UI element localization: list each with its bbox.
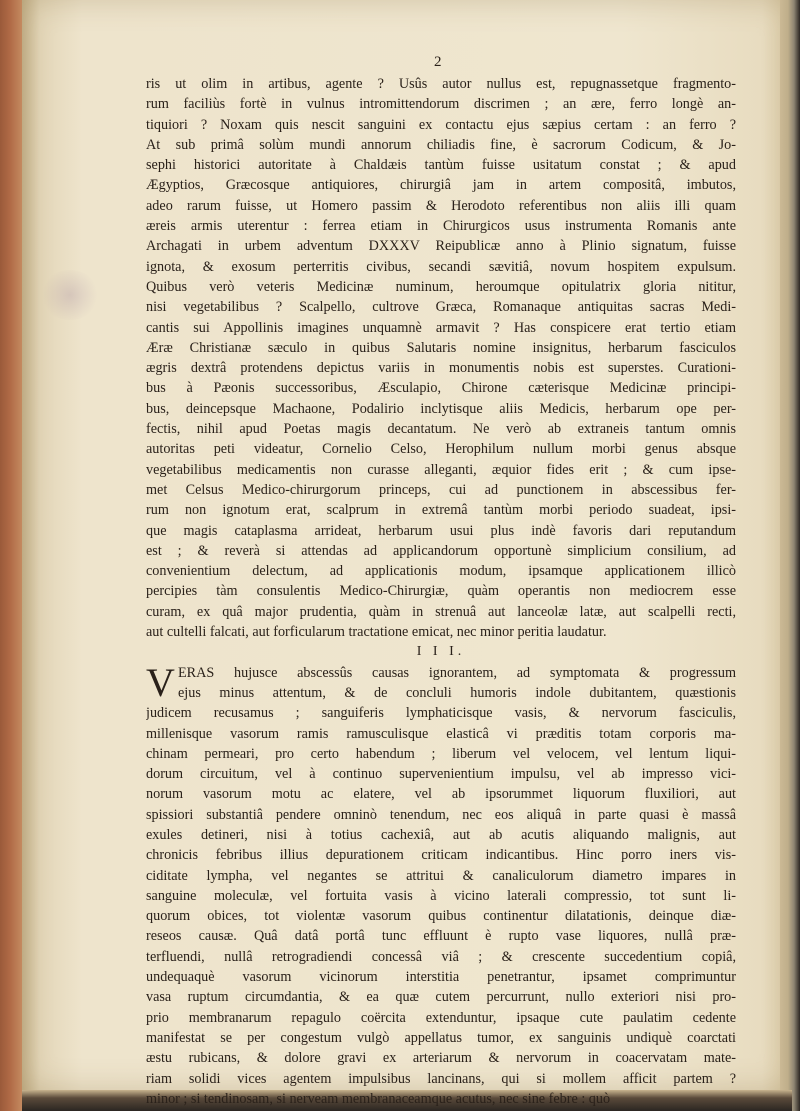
text-line: curam, ex quâ major prudentia, quàm in strenuâ aut lanceolæ latæ, aut scalpelli recti, xyxy=(146,603,736,620)
page-number: 2 xyxy=(434,54,442,70)
text-line: aut cultelli falcati, aut forficularum tractatione emicat, nec minor peritia laudatur. xyxy=(146,624,607,641)
text-line: sephi historici autoritate à Chaldæis tantùm fuisse usitatum constat ; & apud xyxy=(146,157,736,174)
drop-cap: V xyxy=(146,659,175,705)
book-spine-edge xyxy=(0,0,22,1111)
paper-stain xyxy=(40,270,100,320)
text-line: riam solidi vices agentem impulsibus lancinans, qui si mollem afficit partem ? xyxy=(146,1070,736,1087)
text-line: æstu rubicans, & dolore gravi ex arteriarum & nervorum in coacervatam mate- xyxy=(146,1050,736,1067)
text-line: convenientium delectum, ad applicationis modum, ipsamque applicationem illicò xyxy=(146,563,736,580)
text-line: fectis, nihil apud Poetas magis decantatum. Ne verò ab extraneis tantum omnis xyxy=(146,421,736,438)
section-paragraph xyxy=(146,659,736,1110)
text-line: millenisque vasorum ramis ramusculisque elasticâ vi præditis totam corporis ma- xyxy=(146,725,736,742)
text-line: norum vasorum motu ac elatere, vel ab ipsorummet liquorum fluxiliori, aut xyxy=(146,786,736,803)
text-line: Quibus verò veteris Medicinæ numinum, heroumque opitulatrix gloria nititur, xyxy=(146,278,736,295)
text-line: manifestat se per congestum vulgò appellatus tumor, ex sanguinis undiquè coarctati xyxy=(146,1029,736,1046)
text-line: Æræ Christianæ sæculo in quibus Salutaris nomine insignitus, herbarum fasciculos xyxy=(146,339,736,356)
text-line: que magis cataplasma arrideat, herbarum usui plus indè favoris dari reputandum xyxy=(146,522,736,539)
text-line: bus, deincepsque Machaone, Podalirio inclytisque aliis Medicis, herbarum ope per- xyxy=(146,400,736,417)
text-line: ERAS hujusce abscessûs causas ignorantem, ad symptomata & progressum xyxy=(178,664,736,681)
text-line: nisi vegetabilibus ? Scalpello, cultrove Græca, Romanaque antiquitas sacras Medi- xyxy=(146,299,736,316)
text-line: sanguine moleculæ, vel fortuita vasis à vicino laterali compressio, tot sunt li- xyxy=(146,887,736,904)
text-line: bus à Pæonis successoribus, Æsculapio, Chirone cæterisque Medicinæ principi- xyxy=(146,380,736,397)
text-line: undequaquè vasorum vicinorum interstitia penetrantur, ipsamet comprimuntur xyxy=(146,969,736,986)
text-line: chronicis febribus illius depurationem criticam indicantibus. Hinc porro iners vis- xyxy=(146,847,736,864)
text-line: adeo rarum fuisse, ut Homero passim & Herodoto referentibus non aliis illi quam xyxy=(146,197,736,214)
text-line: tiquiori ? Noxam quis nescit sanguini ex contactu ejus sæpius certam : an ferro ? xyxy=(146,116,736,133)
text-line: ejus minus attentum, & de concluli humoris indole dubitantem, quæstionis xyxy=(178,684,736,701)
text-line: chinam permeari, pro certo habendum ; liberum vel velocem, vel lentum liqui- xyxy=(146,745,736,762)
text-line: judicem recusamus ; sanguiferis lymphaticisque vasis, & nervorum fasciculis, xyxy=(146,705,736,722)
text-line: percipies tàm consulentis Medico-Chirurgiæ, quàm operantis non mediocrem esse xyxy=(146,583,736,600)
text-line: minor ; si tendinosam, si nerveam membranaceamque acutus, nec sine febre : quò xyxy=(146,1090,611,1107)
section-heading: I I I. xyxy=(416,644,466,660)
text-line: rum non ignotum erat, scalprum in extremâ tantùm morbi periodo suadeat, ipsi- xyxy=(146,502,736,519)
paragraph-continued xyxy=(146,74,736,642)
text-line: est ; & reverà si attendas ad applicandorum opportunè simplicium consilium, ad xyxy=(146,542,736,559)
text-line: vegetabilibus medicamentis non curasse alleganti, æquior fides erit ; & cum ipse- xyxy=(146,461,736,478)
body-text xyxy=(146,74,736,1109)
text-line: ignota, & exosum perterritis civibus, secandi sævitiâ, novum hospitem expulsum. xyxy=(146,258,736,275)
text-line: quorum obices, tot violentæ vasorum quibus continentur dilatationis, deinque diæ- xyxy=(146,908,736,925)
text-line: Archagati in urbem adventum DXXXV Reipublicæ anno à Plinio signatum, fuisse xyxy=(146,238,736,255)
text-line: terfluendi, nullâ retrogradiendi concessâ viâ ; & crescente succedentium copiâ, xyxy=(146,948,736,965)
text-line: reseos causæ. Quâ datâ portâ tunc effluunt è rupto vase liquores, nullâ præ- xyxy=(146,928,736,945)
text-line: exules detineri, nisi à totius cachexiâ, aut ab acutis aliquando malignis, aut xyxy=(146,826,736,843)
text-line: At sub primâ solùm mundi annorum chiliadis fine, è sacrorum Codicum, & Jo- xyxy=(146,136,736,153)
section-paragraph-lines xyxy=(146,659,736,1110)
text-line: ris ut olim in artibus, agente ? Usûs autor nullus est, repugnassetque fragmento- xyxy=(146,76,736,92)
text-line: prio membranarum repagulo coërcita extenduntur, ipsaque cute paulatim cedente xyxy=(146,1009,736,1026)
text-line: autoritas peti videatur, Cornelio Celso, Herophilum nullum morbi genus absque xyxy=(146,441,736,458)
text-line: vasa ruptum circumdantia, & ea quæ cutem percurrunt, nullo exteriori nisi pro- xyxy=(146,989,736,1006)
text-line: cantis sui Appollinis imagines unquamnè armavit ? Has conspicere erat tertio etiam xyxy=(146,319,736,336)
text-line: ciditate lympha, vel negantes se attritui & canaliculorum diametro impares in xyxy=(146,867,736,884)
text-line: met Celsus Medico-chirurgorum princeps, cui ad punctionem in abscessibus fer- xyxy=(146,481,736,498)
text-line: spissiori substantiâ pendere omninò tenendum, nec eos aliquâ in parte quasi è massâ xyxy=(146,806,736,823)
text-line: dorum circuitum, vel à continuo supervenientium impulsu, vel ab impresso vici- xyxy=(146,766,736,783)
page-fore-edge xyxy=(780,0,800,1111)
text-line: rum faciliùs fortè in vulnus intromittendorum discrimen ; an ære, ferro longè an- xyxy=(146,96,736,113)
text-line: æreis armis uterentur : ferrea etiam in Chirurgicos usus instrumenta Romanis ante xyxy=(146,218,736,235)
text-line: Ægyptios, Græcosque antiquiores, chirurgiâ jam in artem compositâ, imbutos, xyxy=(146,177,736,194)
text-line: ægris dextrâ protendens depictus variis in monumentis nobis est superstes. Curationi- xyxy=(146,360,736,377)
